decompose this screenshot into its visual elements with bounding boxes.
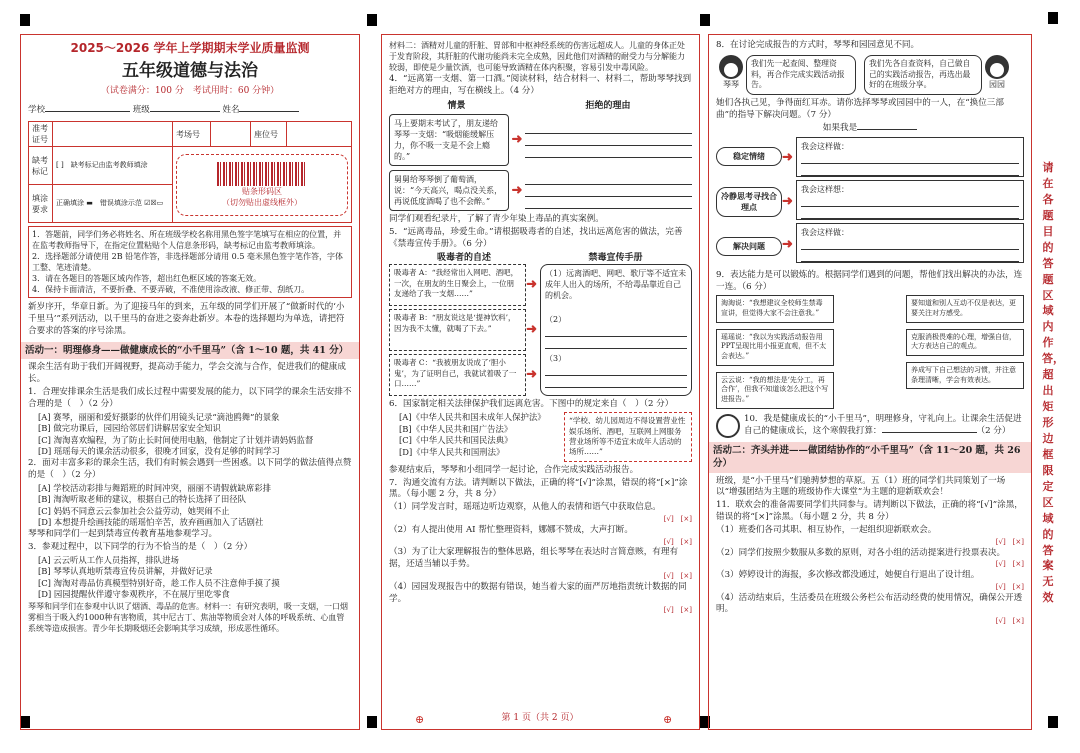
q6-option-b[interactable]: [B]《中华人民共和国广告法》 xyxy=(399,423,513,434)
intro-text: 新岁序开，华章日新。为了迎接马年的到来，五年级的同学们开展了“做新时代的‘小千里马’”系列活动，以千里马的奋进之姿奔赴新岁。本卷的选择题均为单选，请把符合要求的答案的序号涂黑。 xyxy=(28,302,345,337)
activity-2-header: 活动二：齐头并进——做团结协作的“小千里马”（含 11～20 题，共 26 分） xyxy=(709,442,1031,472)
question-9: 9．表达能力是可以锻炼的。根据同学们遇到的问题，帮他们找出解决的办法，连一连。（6 分） xyxy=(716,269,1023,292)
correct-fill: 正确填涂 xyxy=(56,198,84,207)
arrow-icon: ➜ xyxy=(511,132,523,148)
exam-no-field[interactable] xyxy=(53,122,173,147)
q8-if-field[interactable] xyxy=(857,129,917,130)
arrow-icon: ➜ xyxy=(526,367,537,383)
handbook-answer-3[interactable] xyxy=(545,364,687,388)
addict-statement-c: 吸毒者 C：“我被朋友说成了‘胆小鬼’，为了证明自己，我就试着吸了一口……” xyxy=(389,354,526,396)
question-11: 11．联欢会的准备需要同学们共同参与。请判断以下做法，正确的将“[√]”涂黑，错误的将“[×]”涂黑。（每小题 2 分，共 8 分） xyxy=(716,500,1023,523)
q5-statements xyxy=(389,264,537,396)
q5-header-statement: 吸毒者的自述 xyxy=(436,253,491,264)
q6-body xyxy=(389,412,692,461)
question-10 xyxy=(744,414,1024,438)
law-quote: “学校、幼儿园周边不得设置营业性娱乐场所、酒吧，互联网上网服务营业场所等不适宜未成年人活动的场所……” xyxy=(564,412,692,461)
q6-options xyxy=(389,412,564,461)
q8-say-label: 我会这样做： xyxy=(801,227,849,237)
handbook-item-2: （2） xyxy=(545,315,567,325)
barcode-note: （切勿贴出虚线框外） xyxy=(222,197,302,207)
q11-check-4[interactable]: [√] [×] xyxy=(995,617,1024,626)
crosshair-icon: ⊕ xyxy=(415,713,425,726)
column-3 xyxy=(708,34,1032,730)
q5-headers xyxy=(389,252,692,264)
column-1 xyxy=(20,34,360,730)
question-3: 3．参观过程中，以下同学的行为不恰当的是（ ）（2 分） xyxy=(28,541,253,552)
q8-say-label: 我会这样做： xyxy=(801,141,849,151)
material-1: 琴琴和同学们在参观中认识了烟酒、毒品的危害。材料一：有研究表明，吸一支烟，一口烟雾相当于吸入约1000种有害物质，其中尼古丁、焦油等物质会对人体的呼吸系统、心血管系统等造成损害。青少年长期吸烟还会影响其学习成绩，形成恶性循环。 xyxy=(28,602,348,634)
registration-table: 准考证号 考场号 座位号 缺考标记 [ ] 缺考标记由监考教师填涂 贴条形码区 （切勿贴出虚线框外） 填涂要求 正确填涂 ▬ 错误填涂示范 ☑☒▭ xyxy=(28,121,352,223)
q4-answer-2[interactable] xyxy=(525,173,692,209)
yuanyuan-avatar xyxy=(982,55,1012,90)
alignment-mark xyxy=(1048,12,1058,24)
q9-right-1[interactable]: 要知道和别人互动不仅是表达，更要关注对方感受。 xyxy=(906,295,1024,322)
q2-option-a[interactable]: [A] 学校活动彩排与舞蹈班的时间冲突，丽丽不请假就缺席彩排 xyxy=(38,482,271,493)
q11-item-2: （2）同学们按照少数服从多数的原则，对各小组的活动提案进行投票表决。 xyxy=(716,547,1006,558)
question-5: 5．“远离毒品，珍爱生命。”请根据吸毒者的自述，找出远离危害的做法，完善《禁毒宣传手册》。（6 分） xyxy=(389,227,683,250)
side-warning: 请在各题目的答题区域内作答，超出矩形边框限定区域的答案无效 xyxy=(1042,161,1064,605)
note-item: 1．答题前，同学们务必将姓名、所在班级学校名称用黑色签字笔填写在相应的位置，并在监考教师指导下，在指定位置粘贴个人信息条形码，缺考标记由监考教师填涂。 xyxy=(32,230,342,251)
q11-check-1[interactable]: [√] [×] xyxy=(995,537,1024,546)
exam-title: 2025～2026 学年上学期期末学业质量监测 xyxy=(70,41,310,55)
step-think: 冷静思考寻找合理点 xyxy=(716,187,782,217)
handbook-item-3: （3） xyxy=(545,354,567,364)
fill-label: 填涂要求 xyxy=(29,185,53,223)
q2-option-b[interactable]: [B] 淘淘听取老师的建议，根据自己的特长选择了田径队 xyxy=(38,494,246,505)
q11-item-4: （4）活动结束后，生活委员在班级公务栏公布活动经费的使用情况，确保公开透明。 xyxy=(716,592,1023,615)
school-label: 学校 xyxy=(28,105,46,116)
q9-left-3[interactable]: 云云说：“我的想法是‘先分工，再合作’，但我不知道该怎么把这个写进报告。” xyxy=(716,372,834,409)
q7-check-3[interactable]: [√] [×] xyxy=(663,571,692,580)
page-footer: 第 1 页（共 2 页） xyxy=(501,713,579,723)
addict-statement-b: 吸毒者 B：“朋友说这是‘提神饮料’，因为我不太懂，就喝了下去。” xyxy=(389,309,526,351)
horse-icon xyxy=(716,414,740,438)
q11-check-3[interactable]: [√] [×] xyxy=(995,582,1024,591)
student-info-row xyxy=(28,105,352,117)
q5-body xyxy=(389,264,692,396)
q9-left-list xyxy=(716,295,834,408)
q6-option-d[interactable]: [D]《中华人民共和国刑法》 xyxy=(399,447,505,458)
q3-option-a[interactable]: [A] 云云听从工作人员指挥，排队进场 xyxy=(38,554,179,565)
activity-1-intro: 课余生活有助于我们开阔视野，提高动手能力，学会交流与合作，促进我们的健康成长。 xyxy=(28,362,346,384)
class-label: 班级 xyxy=(132,105,150,116)
q4-scene-2: 舅舅给琴琴倒了葡萄酒，说：“今天高兴，喝点没关系，再说低度酒喝了也不会醉。” xyxy=(389,170,509,211)
question-7: 7．沟通交流有方法。请判断以下做法，正确的将“[√]”涂黑，错误的将“[×]”涂黑。（每小题 2 分，共 8 分） xyxy=(389,477,688,500)
absent-box[interactable]: [ ] xyxy=(56,160,64,169)
q8-dialogue xyxy=(716,55,1024,95)
q4-row-1 xyxy=(389,114,692,166)
q6-option-a[interactable]: [A]《中华人民共和国未成年人保护法》 xyxy=(399,412,546,423)
handbook-item-1: （1）远离酒吧、网吧、歌厅等不适宜未成年人出入的场所，不给毒品靠近自己的机会。 xyxy=(545,269,687,301)
barcode-area xyxy=(176,154,348,216)
qinqin-avatar xyxy=(716,55,746,90)
column-2 xyxy=(381,34,700,730)
q10-text: 10．我是健康成长的“小千里马”，明理修身，守礼向上。让课余生活促进自己的健康成长，这个寒假我打算： xyxy=(744,413,1022,436)
note-item: 2．选择题部分请使用 2B 铅笔作答，非选择题部分请用 0.5 毫米黑色签字笔作答，字体工整、笔迹清楚。 xyxy=(32,252,343,273)
question-8: 8．在讨论完成报告的方式时，琴琴和园园意见不同。 xyxy=(716,40,920,50)
room-label: 考场号 xyxy=(173,122,211,147)
alignment-mark xyxy=(20,14,30,26)
q3-option-d[interactable]: [D] 园园提醒伙伴遵守参观秩序，不在展厅里吃零食 xyxy=(38,589,230,600)
q1-option-c[interactable]: [C] 淘淘喜欢编程，为了防止长时间使用电脑，他制定了计划并请妈妈监督 xyxy=(38,434,314,445)
name-field[interactable] xyxy=(239,111,299,112)
step-calm: 稳定情绪 xyxy=(716,147,782,166)
qinqin-bubble: 我们先一起查阅、整理资料，再合作完成实践活动报告。 xyxy=(746,55,856,95)
q6-option-c[interactable]: [C]《中华人民共和国民法典》 xyxy=(399,435,513,446)
absent-label: 缺考标记 xyxy=(29,147,53,185)
arrow-icon: ➜ xyxy=(526,322,537,338)
q5-header-handbook: 禁毒宣传手册 xyxy=(588,253,643,264)
q8-steps xyxy=(716,137,1024,267)
q4-scene-1: 马上要期末考试了，朋友递给琴琴一支烟：“吸烟能缓解压力，你不吸一支是不会上瘾的。” xyxy=(389,114,509,166)
q8-answer-1[interactable] xyxy=(796,137,1024,177)
question-4: 4．“远离第一支烟、第一口酒。”阅读材料，结合材料一、材料二，帮助琴琴找到拒绝对方的理由，写在横线上。（4 分） xyxy=(389,74,692,96)
girl-icon xyxy=(985,55,1009,79)
q9-left-1[interactable]: 淘淘说：“我想建议全校师生禁毒宣讲，但觉得大家不会注意我。” xyxy=(716,295,834,322)
question-2: 2．面对丰富多彩的课余生活，我们有时候会遇到一些困惑。以下同学的做法值得点赞的是（ ）（2 分） xyxy=(28,457,352,480)
exam-meta: （试卷满分：100 分 考试用时：60 分钟） xyxy=(100,86,280,96)
q8-answer-2[interactable] xyxy=(796,180,1024,220)
room-field[interactable] xyxy=(211,122,251,147)
qinqin-name: 琴琴 xyxy=(723,79,739,89)
q11-check-2[interactable]: [√] [×] xyxy=(995,560,1024,569)
arrow-icon: ➜ xyxy=(526,277,537,293)
q8-step-labels xyxy=(716,137,782,267)
q8-answer-boxes xyxy=(796,137,1024,267)
alignment-mark xyxy=(700,14,710,26)
q7-check-2[interactable]: [√] [×] xyxy=(663,537,692,546)
class-field[interactable] xyxy=(150,111,220,112)
question-1: 1．合理安排课余生活是我们成长过程中需要发展的能力，以下同学的课余生活安排不合理的是（ ）（2 分） xyxy=(28,386,352,409)
q8-text: 她们各执己见，争得面红耳赤。请你选择琴琴或园园中的一人，在“换位三部曲”的指导下解决问题。（7 分） xyxy=(716,98,1004,120)
barcode-label: 贴条形码区 xyxy=(242,186,282,196)
arrow-icon: ➜ ➜ ➜ xyxy=(782,150,793,253)
question-6: 6．国家制定相关法律保护我们远离危害。下图中的规定来自（ ）（2 分） xyxy=(389,399,674,410)
note-item: 4．保持卡面清洁，不要折叠、不要弄破，不准使用涂改液、修正带、刮纸刀。 xyxy=(32,285,310,295)
barcode-icon xyxy=(217,162,307,186)
q10-row xyxy=(716,414,1024,439)
activity-2-intro: 班级，是“小千里马”们驰骋梦想的草原。五（1）班的同学们共同策划了一场以“增强团结为主题的班级协作大课堂”为主题的迎新联欢会！ xyxy=(716,475,1006,498)
school-field[interactable] xyxy=(45,111,130,112)
q7-item-3: （3）为了让大家理解报告的整体思路，组长琴琴在表达时言简意赅，有理有据，还适当辅以手势。 xyxy=(389,547,679,570)
q4-answer-1[interactable] xyxy=(525,122,692,158)
q8-if-row xyxy=(716,123,1024,135)
yuanyuan-name: 园园 xyxy=(989,79,1005,89)
q9-matching xyxy=(716,295,1024,408)
q8-think-label: 我会这样想： xyxy=(801,184,849,194)
q2-option-d[interactable]: [D] 本想提升绘画技能的瑶瑶怕辛苦，放弃画画加入了话剧社 xyxy=(38,517,264,528)
q7-item-2: （2）有人提出使用 AI 帮忙整理资料，娜娜不赞成，大声打断。 xyxy=(389,524,633,535)
alignment-mark xyxy=(367,14,377,26)
q7-item-1: （1）同学发言时，瑶瑶边听边观察，从他人的表情和语气中获取信息。 xyxy=(389,502,661,513)
q2-option-c[interactable]: [C] 妈妈不同意云云参加社会公益劳动，她哭闹不止 xyxy=(38,505,230,516)
seat-field[interactable] xyxy=(287,122,352,147)
q10-answer[interactable] xyxy=(882,432,977,433)
notes-box xyxy=(28,226,352,298)
seat-label: 座位号 xyxy=(251,122,287,147)
exam-no-label: 准考证号 xyxy=(29,122,53,147)
q7-item-4: （4）园园发现报告中的数据有错误，她当着大家的面严厉地指责统计数据的同学。 xyxy=(389,581,687,604)
q7-intro: 参观结束后，琴琴和小组同学一起讨论，合作完成实践活动报告。 xyxy=(389,464,639,475)
addict-statement-a: 吸毒者 A：“我经常出入网吧、酒吧，一次，在朋友的生日聚会上，一位朋友递给了我一支烟……” xyxy=(389,264,526,306)
q9-right-3[interactable]: 养成写下自己想法的习惯，并注意条理清晰，学会有效表达。 xyxy=(906,362,1024,389)
subject-title: 五年级道德与法治 xyxy=(122,60,258,81)
material-2: 材料二：酒精对儿童的肝脏、胃部和中枢神经系统的伤害远超成人。儿童的身体正处于发育阶段，其肝脏的代谢功能尚未完全成熟，因此他们对酒精的耐受力与分解能力较弱，即使是少量饮酒，也可能导致酒精在体内积聚，容易引发中毒风险。 xyxy=(389,41,685,73)
q7-check-4[interactable]: [√] [×] xyxy=(663,606,692,615)
wrong-fill: 错误填涂示范 xyxy=(99,198,142,207)
q4-header-reason: 拒绝的理由 xyxy=(585,100,631,111)
q4-header-scene: 情景 xyxy=(447,100,466,111)
q4-row-2 xyxy=(389,170,692,211)
q9-right-2[interactable]: 克服消极畏难的心理，增强自信，大方表达自己的观点。 xyxy=(906,329,1024,356)
arrow-icon: ➜ xyxy=(511,182,523,198)
activity-1-header: 活动一：明理修身——做健康成长的“小千里马”（含 1～10 题，共 41 分） xyxy=(21,342,359,359)
step-solve: 解决问题 xyxy=(716,237,782,256)
q8-if-label: 如果我是 xyxy=(822,122,858,133)
handbook-answer-2[interactable] xyxy=(545,325,687,349)
q10-points: （2 分） xyxy=(976,425,1011,436)
handbook-box xyxy=(540,264,692,396)
yuanyuan-bubble: 我们先各自查资料，自己做自己的实践活动报告，再选出最好的在班级分享。 xyxy=(864,55,982,95)
girl-icon xyxy=(719,55,743,79)
q1-option-a[interactable]: [A] 赛琴，丽丽和爱好摄影的伙伴们用镜头记录“滴池鸥舞”的景象 xyxy=(38,411,280,422)
crosshair-icon: ⊕ xyxy=(663,713,673,726)
note-item: 3．请在各题目的答题区域内作答，超出红色框区域的答案无效。 xyxy=(32,274,262,284)
q11-item-3: （3）婷婷设计的海报，多次修改都没通过，她便自行退出了设计组。 xyxy=(716,570,980,581)
q4-headers xyxy=(389,100,692,112)
q1-option-d[interactable]: [D] 瑶瑶每天的课余活动很多，很晚才回家，没有足够的时间学习 xyxy=(38,446,281,457)
q1-option-b[interactable]: [B] 做完功课后，园园给邻居们讲解居家安全知识 xyxy=(38,423,221,434)
q3-intro: 琴琴和同学们一起到禁毒宣传教育基地参观学习。 xyxy=(28,528,218,539)
name-label: 姓名 xyxy=(222,105,240,116)
q8-answer-3[interactable] xyxy=(796,223,1024,263)
q5-intro: 同学们观看纪录片，了解了青少年染上毒品的真实案例。 xyxy=(389,214,604,225)
q11-item-1: （1）班委们各司其职、相互协作，一起组织迎新联欢会。 xyxy=(716,525,937,536)
q9-right-list xyxy=(906,295,1024,408)
q7-check-1[interactable]: [√] [×] xyxy=(663,515,692,524)
q3-option-b[interactable]: [B] 琴琴认真地听禁毒宣传员讲解，并做好记录 xyxy=(38,566,213,577)
q9-left-2[interactable]: 瑶瑶说：“我以为实践活动报告用PPT呈现比用小报更直观，但不太会表达。” xyxy=(716,329,834,366)
q3-option-c[interactable]: [C] 淘淘对毒品仿真模型特别好奇，趁工作人员不注意伸手摸了摸 xyxy=(38,577,280,588)
absent-note: 缺考标记由监考教师填涂 xyxy=(70,160,148,169)
